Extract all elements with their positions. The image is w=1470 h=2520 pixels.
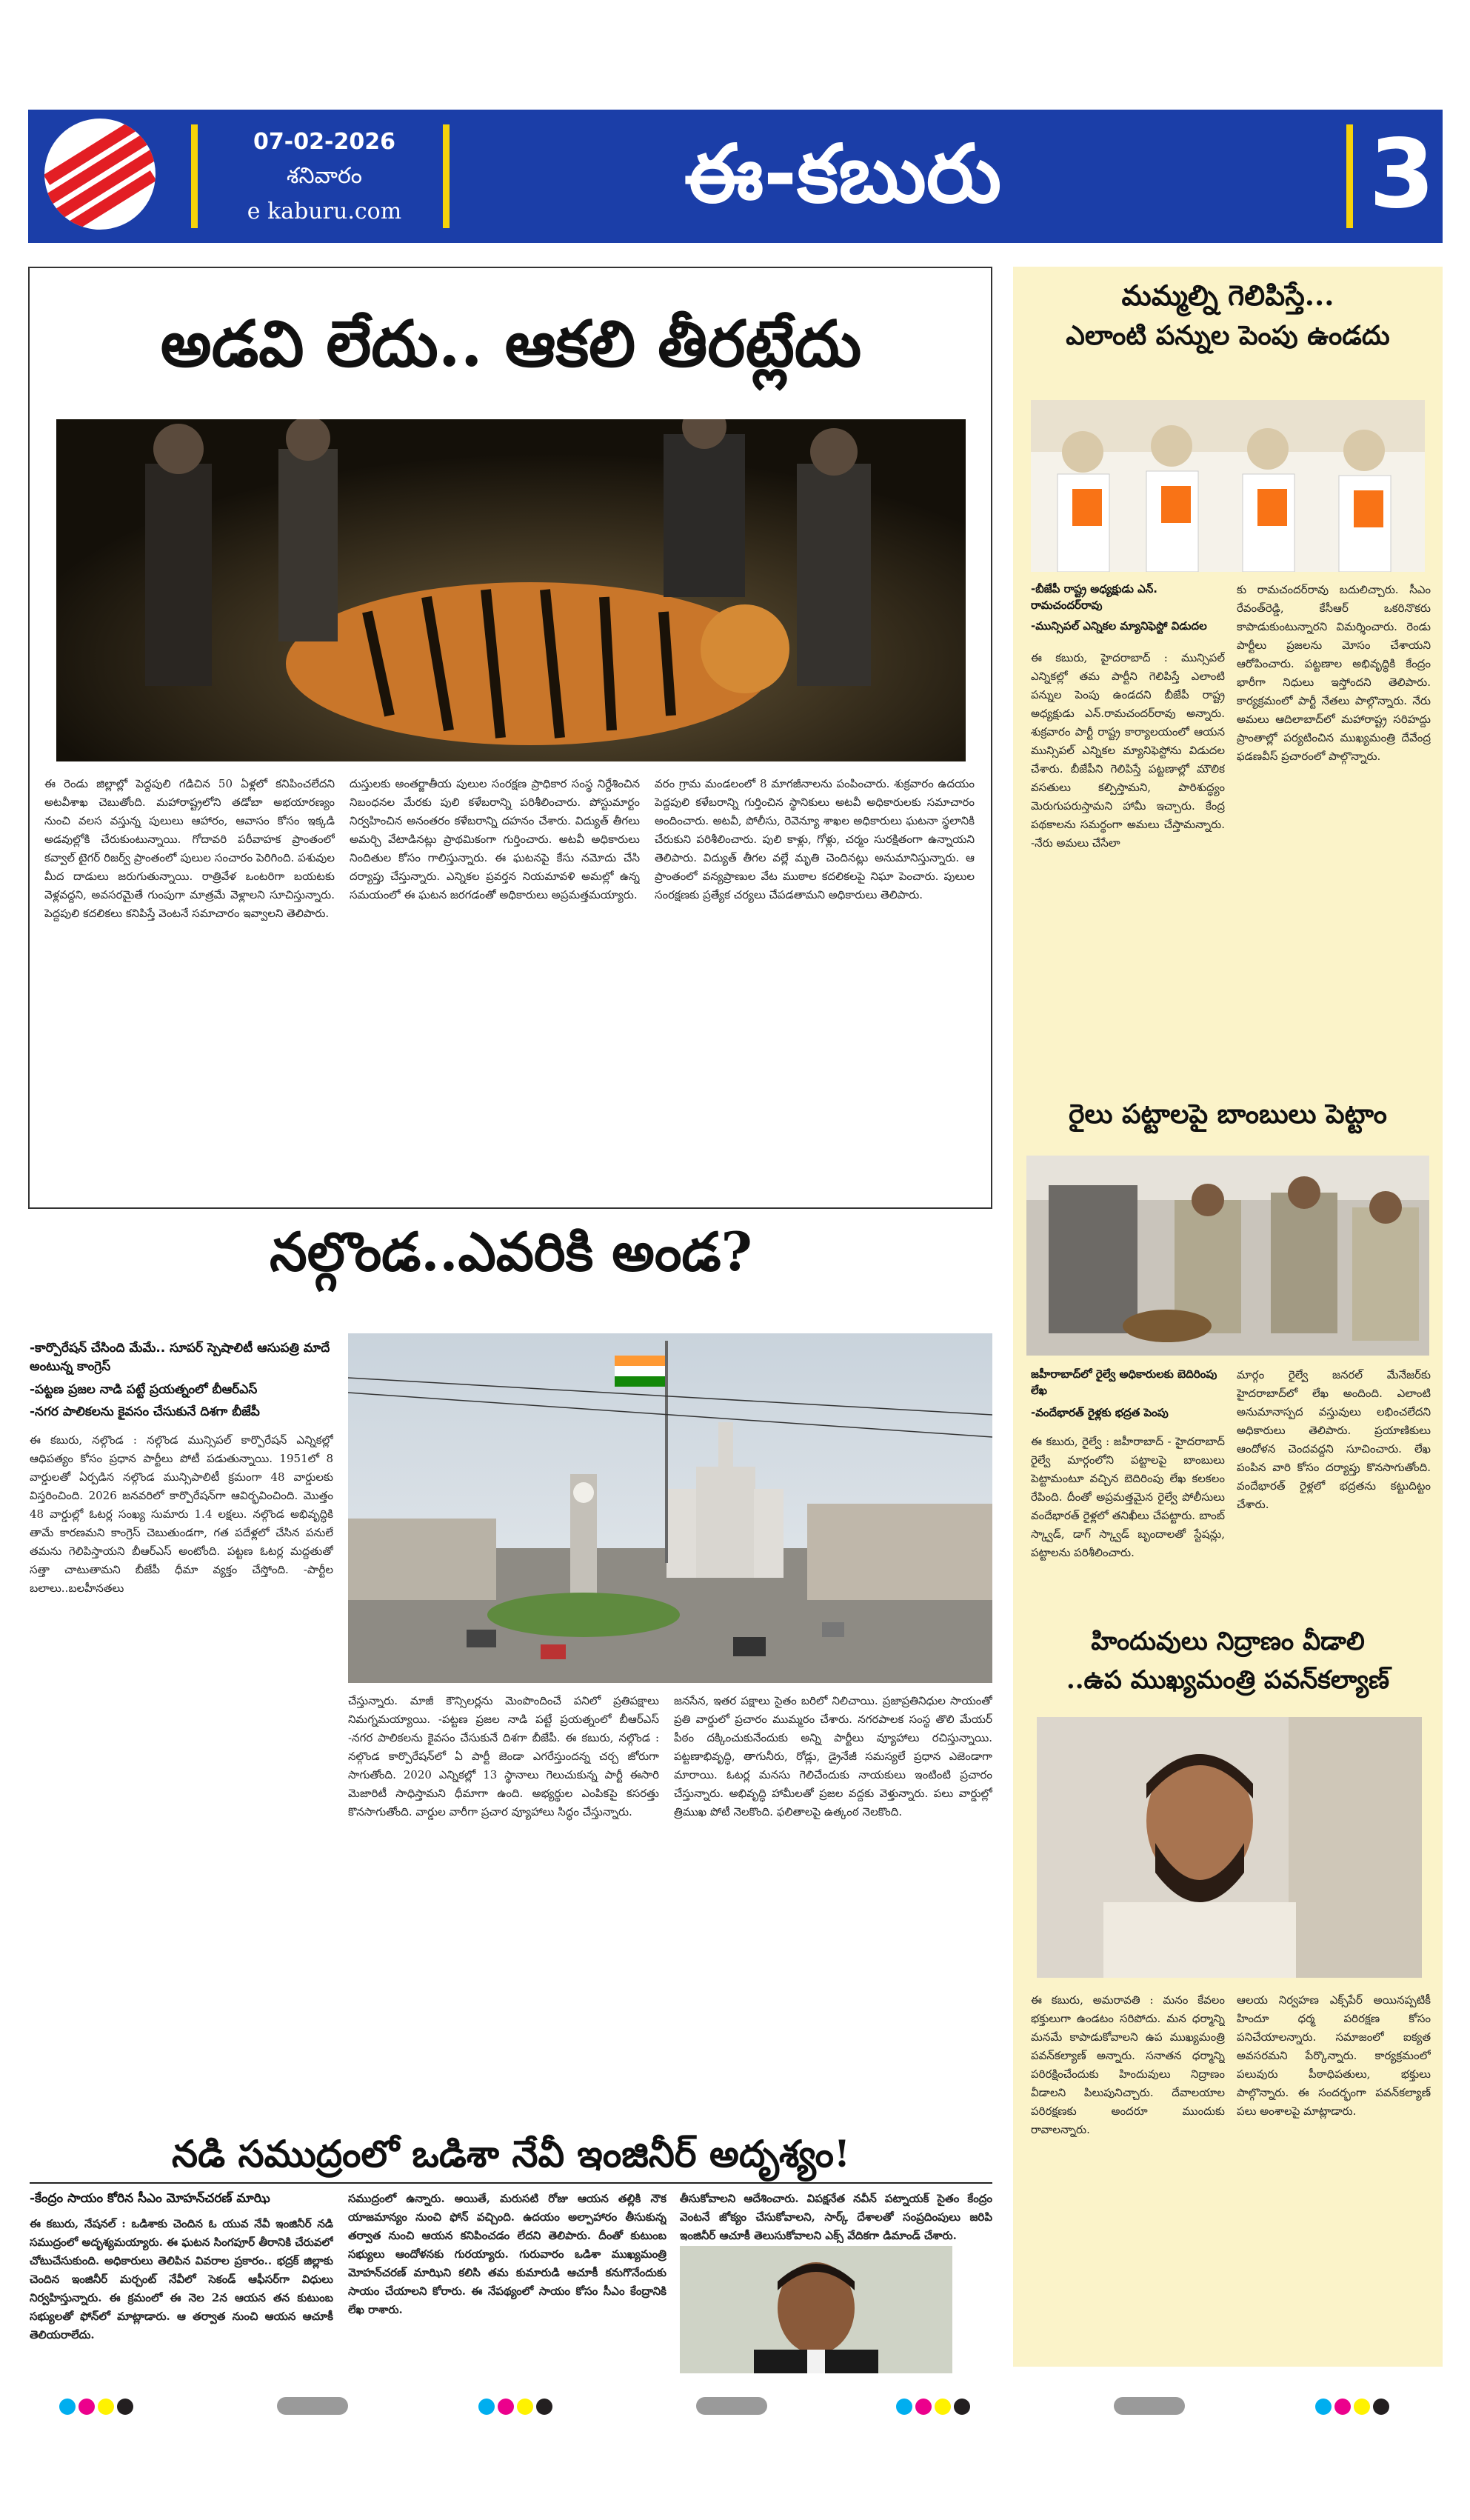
color-registration-marks (478, 2399, 552, 2418)
magenta-dot-icon (498, 2399, 514, 2415)
navy-column: సముద్రంలో ఉన్నారు. అయితే, మరుసటి రోజు ఆయన తల్లికి నౌక యాజమాన్యం నుంచి ఫోన్ వచ్చింది. ఉదయం అల్పాహారం తీసుకున్న తర్వాత నుంచి ఆయన కనిపించడం లేదని తెలిపారు. దీంతో కుటుంబ సభ్యులు ఆందోళనకు గురయ్యారు. గురువారం ఒడిశా ముఖ్యమంత్రి మోహన్‌చరణ్ మాఝిని కలిసి తమ కుమారుడి ఆచూకీ కనుగొనేందుకు సాయం చేయాలని కోరారు. ఈ నేపథ్యంలో సాయం కోసం సీఎం కేంద్రానికి లేఖ రాశారు. (348, 2192, 666, 2316)
gray-registration-bar (696, 2397, 767, 2415)
lead-story-column: వరం గ్రామ మండలంలో 8 మాగజీనాలను పంపించారు. శుక్రవారం ఉదయం పెద్దపులి కళేబరాన్ని గుర్తించిన స్థానికులు అటవీ అధికారులకు సమాచారం అందించారు. అటవీ, పోలీసు, రెవెన్యూ శాఖల అధికారులు ఘటనా స్థలానికి చేరుకుని పరిశీలించారు. పులి కాళ్లు, గోళ్లు, చర్మం సురక్షితంగా ఉన్నాయని తెలిపారు. విద్యుత్ తీగల వల్లే మృతి చెందినట్లు అనుమానిస్తున్నారు. ఆ ప్రాంతంలో వన్యప్రాణుల వేట ముఠాల కదలికలపై నిఘా పెంచారు. పులుల సంరక్షణకు ప్రత్యేక చర్యలు చేపడతామని అధికారులు తెలిపారు. (655, 777, 975, 901)
nalgonda-story-headline: నల్గొండ..ఎవరికి అండ? (270, 1220, 752, 1283)
nalgonda-column: చేస్తున్నారు. మాజీ కౌన్సిలర్లను మెంపొందించే పనిలో ప్రతిపక్షాలు నిమగ్నమయ్యాయి. -పట్టణ ప్రజల నాడి పట్టే ప్రయత్నంలో బీఆర్ఎస్ -నగర పాలికలను కైవసం చేసుకునే దిశగా బీజేపీ. ఈ కబురు, నల్గొండ : నల్గొండ కార్పొరేషన్‌లో ఏ పార్టీ జెండా ఎగరేస్తుందన్న చర్చ జోరుగా సాగుతోంది. 2020 ఎన్నికల్లో 13 స్థానాలు గెలుచుకున్న పార్టీ ఈసారి మెజారిటీ సాధిస్తామని ధీమాగా ఉంది. అభ్యర్థుల ఎంపికపై కసరత్తు కొనసాగుతోంది. వార్డుల వారీగా ప్రచార వ్యూహాలు సిద్ధం చేస్తున్నారు. (348, 1694, 659, 1819)
nalgonda-caption: -కార్పొరేషన్ చేసింది మేమే.. సూపర్ స్పెషాలిటీ ఆసుపత్రి మాదే అంటున్న కాంగ్రెస్ (30, 1341, 330, 1374)
nalgonda-caption: -పట్టణ ప్రజల నాడి పట్టే ప్రయత్నంలో బీఆర్ఎస్ (30, 1382, 258, 1397)
gray-registration-bar (277, 2397, 348, 2415)
rail-threat-headline: రైలు పట్టాలపై బాంబులు పెట్టాం (1069, 1099, 1387, 1130)
ekaburu-logo-icon (44, 119, 156, 230)
rail-threat-caption: జహీరాబాద్‌లో రైల్వే అధికారులకు బెదిరింపు లేఖ (1031, 1367, 1217, 1397)
masthead-divider (443, 124, 450, 228)
masthead-divider (191, 124, 198, 228)
police-bomb-squad-train-photo (1026, 1156, 1429, 1356)
manifesto-column: ఈ కబురు, హైదరాబాద్ : మున్సిపల్ ఎన్నికల్లో తమ పార్టీని గెలిపిస్తే ఎలాంటి పన్నుల పెంపు ఉండదని బీజేపీ రాష్ట్ర అధ్యక్షుడు ఎన్.రామచందర్‌రావు అన్నారు. శుక్రవారం పార్టీ రాష్ట్ర కార్యాలయంలో ఆయన మున్సిపల్ ఎన్నికల మ్యానిఫెస్టోను విడుదల చేశారు. బీజేపీని గెలిపిస్తే పట్టణాల్లో మౌలిక వసతులు కల్పిస్తామని, పారిశుద్ధ్యం మెరుగుపరుస్తామని హామీ ఇచ్చారు. కేంద్ర పథకాలను సమర్థంగా అమలు చేస్తామన్నారు. -నేరు అమలు చేసేలా (1031, 651, 1225, 850)
masthead (28, 110, 1443, 243)
pawan-kalyan-headline: ..ఉప ముఖ్యమంత్రి పవన్‌కల్యాణ్ (1066, 1665, 1390, 1695)
manifesto-caption: -మున్సిపల్ ఎన్నికల మ్యానిఫెస్టో విడుదల (1031, 619, 1207, 633)
black-dot-icon (1373, 2399, 1389, 2415)
gray-registration-bar (1114, 2397, 1185, 2415)
cyan-dot-icon (1315, 2399, 1332, 2415)
yellow-dot-icon (98, 2399, 114, 2415)
navy-column: తీసుకోవాలని ఆదేశించారు. విపక్షనేత నవీన్ పట్నాయక్ సైతం కేంద్రం వెంటనే జోక్యం చేసుకోవాలని, సార్క్ దేశాలతో సంప్రదింపులు జరిపి ఇంజినీర్ ఆచూకీ తెలుసుకోవాలని ఎక్స్ వేదికగా డిమాండ్ చేశారు. (680, 2192, 992, 2242)
navy-column: ఈ కబురు, నేషనల్ : ఒడిశాకు చెందిన ఓ యువ నేవీ ఇంజినీర్ నడి సముద్రంలో అదృశ్యమయ్యారు. ఈ ఘటన సింగపూర్ తీరానికి చేరువలో చోటుచేసుకుంది. అధికారులు తెలిపిన వివరాల ప్రకారం.. భద్రక్ జిల్లాకు చెందిన ఇంజినీర్ మర్చంట్ నేవీలో సెకండ్ ఆఫీసర్‌గా విధులు నిర్వహిస్తున్నారు. ఈ క్రమంలో ఈ నెల 2న ఆయన తన కుటుంబ సభ్యులతో ఫోన్‌లో మాట్లాడారు. ఆ తర్వాత నుంచి ఆయన ఆచూకీ తెలియరాలేదు. (30, 2217, 333, 2341)
manifesto-column: కు రామచందర్‌రావు బదులిచ్చారు. సీఎం రేవంత్‌రెడ్డి, కేసీఆర్ ఒకరినొకరు కాపాడుకుంటున్నారని విమర్శించారు. రెండు పార్టీలు ప్రజలను మోసం చేశాయని ఆరోపించారు. పట్టణాల అభివృద్ధికి కేంద్రం భారీగా నిధులు ఇస్తోందని తెలిపారు. కార్యక్రమంలో పార్టీ నేతలు పాల్గొన్నారు. నేరు అమలు ఆదిలాబాద్‌లో మహారాష్ట్ర సరిహద్దు ప్రాంతాల్లో పర్యటించిన ముఖ్యమంత్రి దేవేంద్ర ఫడణవీస్ ప్రచారంలో పాల్గొన్నారు. (1237, 583, 1431, 763)
manifesto-caption: -బీజేపీ రాష్ట్ర అధ్యక్షుడు ఎన్. రామచందర్‌రావు (1031, 582, 1158, 612)
manifesto-headline: మమ్మల్ని గెలిపిస్తే... (1121, 279, 1334, 312)
color-registration-marks (59, 2399, 133, 2418)
rail-threat-caption: -వందేభారత్ రైళ్లకు భద్రత పెంపు (1031, 1406, 1169, 1419)
rail-threat-column: మార్గం రైల్వే జనరల్ మేనేజర్‌కు హైదరాబాద్‌లో లేఖ అందింది. ఎలాంటి అనుమానాస్పద వస్తువులు లభించలేదని అధికారులు తెలిపారు. ప్రయాణికులు ఆందోళన చెందవద్దని సూచించారు. లేఖ పంపిన వారి కోసం దర్యాప్తు కొనసాగుతోంది. వందేభారత్ రైళ్లలో భద్రతను కట్టుదిట్టం చేశారు. (1237, 1368, 1431, 1511)
missing-engineer-portrait (680, 2246, 952, 2373)
magenta-dot-icon (78, 2399, 95, 2415)
pawan-kalyan-column: ఆలయ నిర్వహణ ఎక్స్‌పేర్ అయినప్పటికీ హిందూ ధర్మ పరిరక్షణ కోసం పనిచేయాలన్నారు. సమాజంలో ఐక్యత అవసరమని పేర్కొన్నారు. కార్యక్రమంలో పలువురు పీఠాధిపతులు, భక్తులు పాల్గొన్నారు. ఈ సందర్భంగా పవన్‌కల్యాణ్ పలు అంశాలపై మాట్లాడారు. (1237, 1993, 1431, 2118)
tiger-carcass-photo (56, 419, 966, 761)
issue-date: 07-02-2026 (253, 129, 395, 155)
section-divider (30, 2182, 992, 2184)
nalgonda-column: జనసేన, ఇతర పక్షాలు సైతం బరిలో నిలిచాయి. ప్రజాప్రతినిధుల సాయంతో ప్రతి వార్డులో ప్రచారం ముమ్మరం చేశారు. నగరపాలక సంస్థ తొలి మేయర్ పీఠం దక్కించుకునేందుకు అన్ని పార్టీలు వ్యూహాలు రచిస్తున్నాయి. పట్టణాభివృద్ధి, తాగునీరు, రోడ్లు, డ్రైనేజీ సమస్యలే ప్రధాన ఎజెండాగా మారాయి. ఓటర్ల మనసు గెలిచేందుకు నాయకులు ఇంటింటి ప్రచారం చేస్తున్నారు. అభివృద్ధి హామీలతో ప్రజల వద్దకు వెళ్తున్నారు. పలు వార్డుల్లో త్రిముఖ పోటీ నెలకొంది. ఫలితాలపై ఉత్కంఠ నెలకొంది. (674, 1694, 992, 1819)
nalgonda-clock-tower-photo (348, 1333, 992, 1683)
lead-story-headline: అడవి లేదు.. ఆకలి తీరట్లేదు (160, 307, 862, 381)
bjp-leaders-release-manifesto-photo (1031, 400, 1425, 572)
lead-story-column: ఈ రెండు జిల్లాల్లో పెద్దపులి గడిచిన 50 ఏళ్లలో కనిపించలేదని అటవీశాఖ చెబుతోంది. మహారాష్ట్రలోని తడోబా అభయారణ్యం నుంచి వలస వస్తున్న పులులు ఆహారం, ఆవాసం కోసం ఇక్కడి అడవుల్లోకి చేరుకుంటున్నాయి. గోదావరి పరీవాహక ప్రాంతంలో కవ్వాల్ టైగర్ రిజర్వ్ ప్రాంతంలో పులుల సంచారం పెరిగింది. పశువుల మీద దాడులు జరుగుతున్నాయి. రాత్రివేళ ఒంటరిగా బయటకు వెళ్లవద్దని, అవసరమైతే గుంపుగా మాత్రమే వెళ్లాలని సూచిస్తున్నారు. పెద్దపులి కదలికలు కనిపిస్తే వెంటనే సమాచారం ఇవ్వాలని తెలిపారు. (44, 777, 335, 920)
page-number: 3 (1369, 119, 1435, 230)
black-dot-icon (536, 2399, 552, 2415)
cyan-dot-icon (59, 2399, 76, 2415)
rail-threat-column: ఈ కబురు, రైల్వే : జహీరాబాద్ - హైదరాబాద్ రైల్వే మార్గంలోని పట్టాలపై బాంబులు పెట్టామంటూ వచ్చిన బెదిరింపు లేఖ కలకలం రేపింది. దీంతో అప్రమత్తమైన రైల్వే పోలీసులు వందేభారత్ రైళ్లలో తనిఖీలు చేపట్టారు. బాంబ్ స్క్వాడ్, డాగ్ స్క్వాడ్ బృందాలతో స్టేషన్లు, పట్టాలను పరిశీలించారు. (1031, 1435, 1225, 1559)
nalgonda-column: ఈ కబురు, నల్గొండ : నల్గొండ మున్సిపల్ కార్పొరేషన్ ఎన్నికల్లో ఆధిపత్యం కోసం ప్రధాన పార్టీలు పోటీ పడుతున్నాయి. 1951లో 8 వార్డులతో ఏర్పడిన నల్గొండ మున్సిపాలిటీ క్రమంగా 48 వార్డులకు విస్తరించింది. 2026 జనవరిలో కార్పొరేషన్‌గా ఆవిర్భవించింది. మొత్తం 48 వార్డుల్లో ఓటర్ల సంఖ్య సుమారు 1.4 లక్షలు. నల్గొండ అభివృద్ధికి తామే కారణమని కాంగ్రెస్ చెబుతుండగా, గత పదేళ్లలో చేసిన పనులే తమను గెలిపిస్తాయని బీఆర్ఎస్ అంటోంది. పట్టణ ఓటర్ల మద్దతుతో సత్తా చాటుతామని బీజేపీ ధీమా వ్యక్తం చేస్తోంది. -పార్టీల బలాలు..బలహీనతలు (30, 1433, 333, 1595)
yellow-dot-icon (517, 2399, 533, 2415)
color-registration-marks (896, 2399, 970, 2418)
cyan-dot-icon (896, 2399, 912, 2415)
masthead-divider (1346, 124, 1353, 228)
newspaper-title: ఈ-కబురు (684, 128, 1002, 221)
navy-caption: -కేంద్రం సాయం కోరిన సీఎం మోహన్‌చరణ్ మాఝి (30, 2191, 270, 2206)
color-registration-marks (1315, 2399, 1389, 2418)
black-dot-icon (117, 2399, 133, 2415)
pawan-kalyan-headline: హిందువులు నిద్రాణం వీడాలి (1091, 1627, 1365, 1656)
pawan-kalyan-portrait (1037, 1717, 1422, 1978)
nalgonda-caption: -నగర పాలికలను కైవసం చేసుకునే దిశగా బీజేపీ (30, 1404, 260, 1419)
issue-day: శనివారం (287, 163, 362, 189)
navy-story-headline: నడి సముద్రంలో ఒడిశా నేవీ ఇంజినీర్ అదృశ్యం! (172, 2132, 850, 2176)
yellow-dot-icon (935, 2399, 951, 2415)
yellow-dot-icon (1354, 2399, 1370, 2415)
manifesto-headline: ఎలాంటి పన్నుల పెంపు ఉండదు (1066, 320, 1390, 351)
pawan-kalyan-column: ఈ కబురు, అమరావతి : మనం కేవలం భక్తులుగా ఉండటం సరిపోదు. మన ధర్మాన్ని మనమే కాపాడుకోవాలని ఉప ముఖ్యమంత్రి పవన్‌కల్యాణ్ అన్నారు. సనాతన ధర్మాన్ని పరిరక్షించేందుకు హిందువులు నిద్రాణం వీడాలని పిలుపునిచ్చారు. దేవాలయాల పరిరక్షణకు అందరూ ముందుకు రావాలన్నారు. (1031, 1993, 1225, 2136)
website-link[interactable]: e kaburu.com (247, 199, 402, 224)
magenta-dot-icon (915, 2399, 932, 2415)
cyan-dot-icon (478, 2399, 495, 2415)
magenta-dot-icon (1334, 2399, 1351, 2415)
black-dot-icon (954, 2399, 970, 2415)
lead-story-column: దుస్తులకు అంతర్జాతీయ పులుల సంరక్షణ ప్రాధికార సంస్థ నిర్దేశించిన నిబంధనల మేరకు పులి కళేబరాన్ని పరిశీలించారు. పోస్టుమార్టం నిర్వహించిన అనంతరం కళేబరాన్ని దహనం చేశారు. విద్యుత్ తీగలు అమర్చి వేటాడినట్లు ప్రాథమికంగా గుర్తించారు. అటవీ అధికారులు నిందితుల కోసం గాలిస్తున్నారు. ఈ ఘటనపై కేసు నమోదు చేసి దర్యాప్తు చేస్తున్నారు. ఎన్నికల ప్రవర్తన నియమావళి అమల్లో ఉన్న సమయంలో ఈ ఘటన జరగడంతో అధికారులు అప్రమత్తమయ్యారు. (350, 777, 640, 901)
